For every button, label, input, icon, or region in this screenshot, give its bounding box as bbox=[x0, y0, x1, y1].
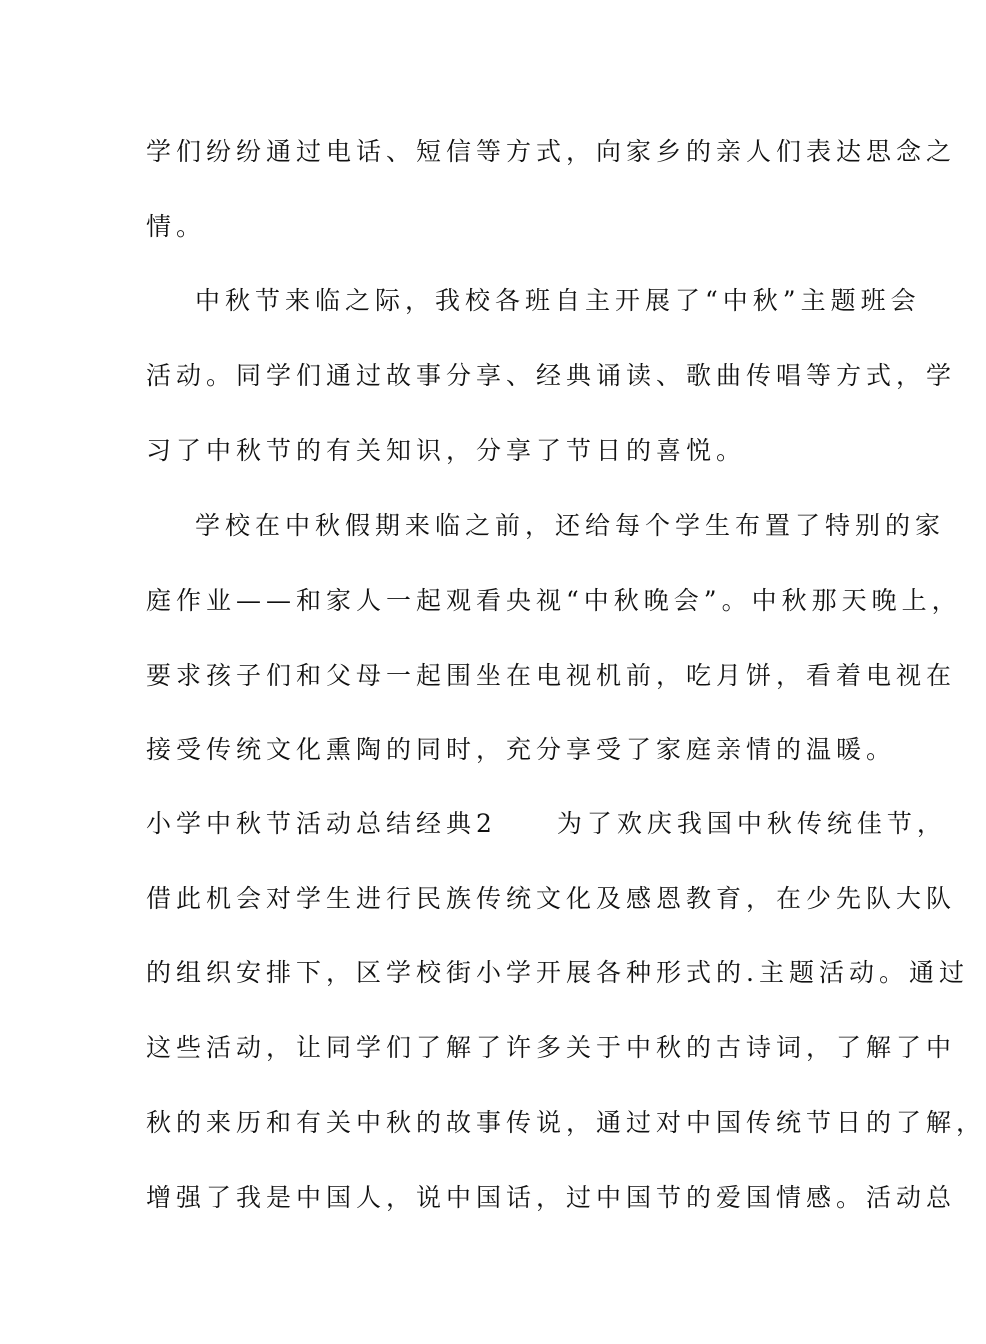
text-line-8: 要求孩子们和父母一起围坐在电视机前，吃月饼，看着电视在 bbox=[146, 661, 957, 690]
text-line-14: 秋的来历和有关中秋的故事传说，通过对中国传统节日的了解， bbox=[146, 1108, 986, 1137]
text-line-12: 的组织安排下，区学校街小学开展各种形式的.主题活动。通过 bbox=[146, 958, 969, 987]
section-heading-line-10: 小学中秋节活动总结经典2 为了欢庆我国中秋传统佳节， bbox=[146, 809, 947, 838]
text-line-11: 借此机会对学生进行民族传统文化及感恩教育，在少先队大队 bbox=[146, 884, 957, 913]
text-line-15: 增强了我是中国人，说中国话，过中国节的爱国情感。活动总 bbox=[146, 1183, 957, 1212]
paragraph-start-line-3: 中秋节来临之际，我校各班自主开展了“中秋”主题班会 bbox=[195, 286, 921, 315]
text-line-7: 庭作业——和家人一起观看央视“中秋晚会”。中秋那天晚上， bbox=[146, 586, 962, 615]
text-line-9: 接受传统文化熏陶的同时，充分享受了家庭亲情的温暖。 bbox=[146, 735, 897, 764]
text-line-13: 这些活动，让同学们了解了许多关于中秋的古诗词，了解了中 bbox=[146, 1033, 957, 1062]
paragraph-start-line-6: 学校在中秋假期来临之前，还给每个学生布置了特别的家 bbox=[195, 511, 946, 540]
text-line-5: 习了中秋节的有关知识，分享了节日的喜悦。 bbox=[146, 436, 747, 465]
text-line-1: 学们纷纷通过电话、短信等方式，向家乡的亲人们表达思念之 bbox=[146, 137, 957, 166]
text-line-4: 活动。同学们通过故事分享、经典诵读、歌曲传唱等方式，学 bbox=[146, 361, 957, 390]
text-line-2: 情。 bbox=[146, 212, 207, 241]
